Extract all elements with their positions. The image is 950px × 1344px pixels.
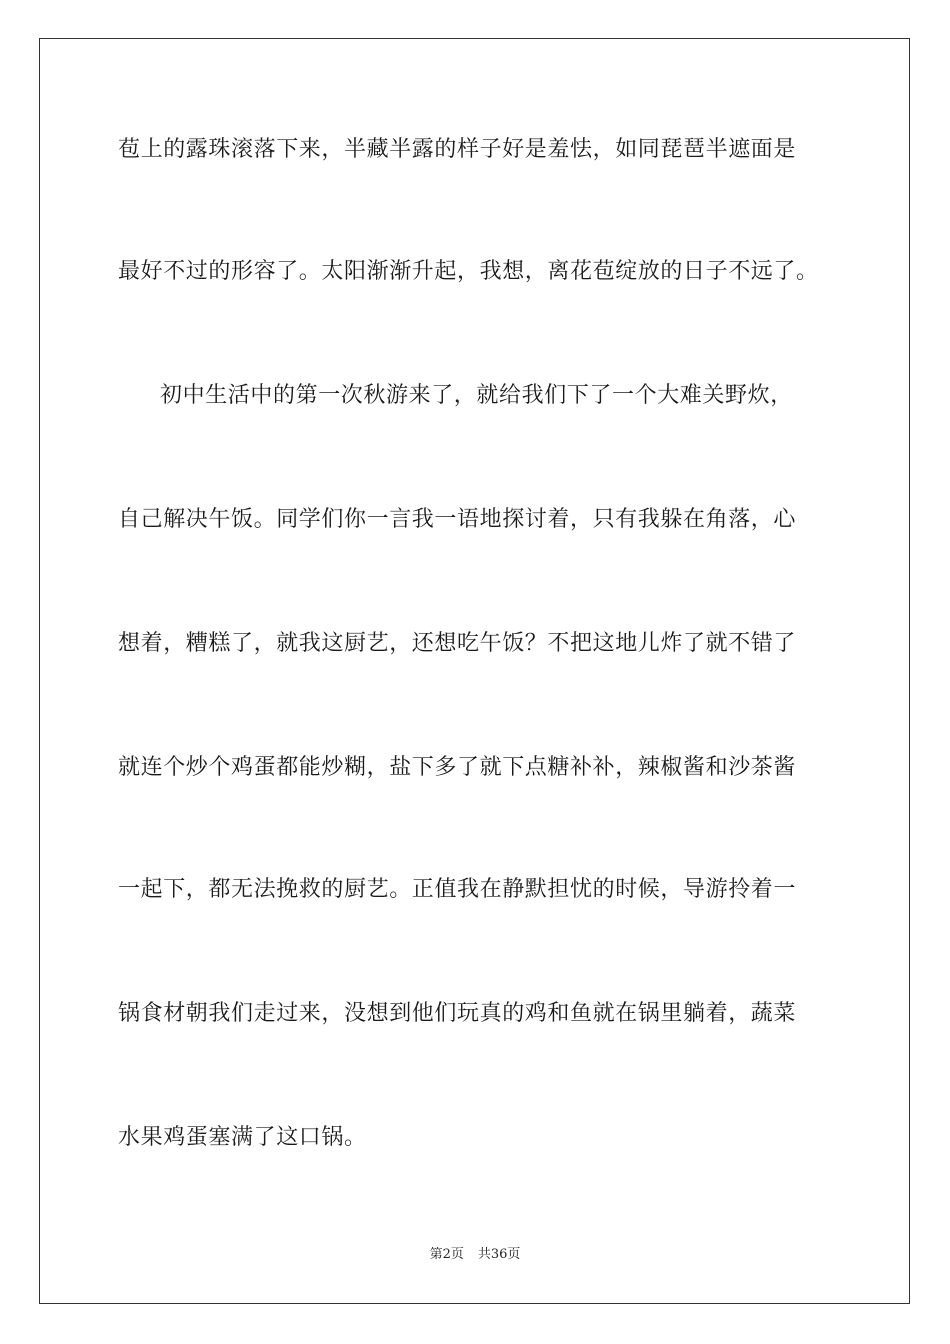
text-line: 锅食材朝我们走过来，没想到他们玩真的鸡和鱼就在锅里躺着，蔬菜 [118, 1001, 797, 1026]
paragraph-start-line: 初中生活中的第一次秋游来了，就给我们下了一个大难关野炊， [160, 383, 793, 408]
page-number: 第2页 [429, 1247, 464, 1262]
text-line: 水果鸡蛋塞满了这口锅。 [118, 1125, 367, 1150]
text-line: 就连个炒个鸡蛋都能炒糊，盐下多了就下点糖补补，辣椒酱和沙茶酱 [118, 755, 797, 780]
page-footer [0, 1246, 950, 1264]
text-line: 自己解决午饭。同学们你一言我一语地探讨着，只有我躲在角落，心 [118, 507, 797, 532]
page-border [39, 38, 910, 1304]
text-line: 苞上的露珠滚落下来，半藏半露的样子好是羞怯，如同琵琶半遮面是 [118, 137, 797, 162]
text-line: 最好不过的形容了。太阳渐渐升起，我想，离花苞绽放的日子不远了。 [118, 259, 819, 284]
page-total: 共36页 [477, 1247, 521, 1262]
text-line: 想着，糟糕了，就我这厨艺，还想吃午饭？不把这地儿炸了就不错了 [118, 631, 797, 656]
text-line: 一起下，都无法挽救的厨艺。正值我在静默担忧的时候，导游拎着一 [118, 877, 797, 902]
